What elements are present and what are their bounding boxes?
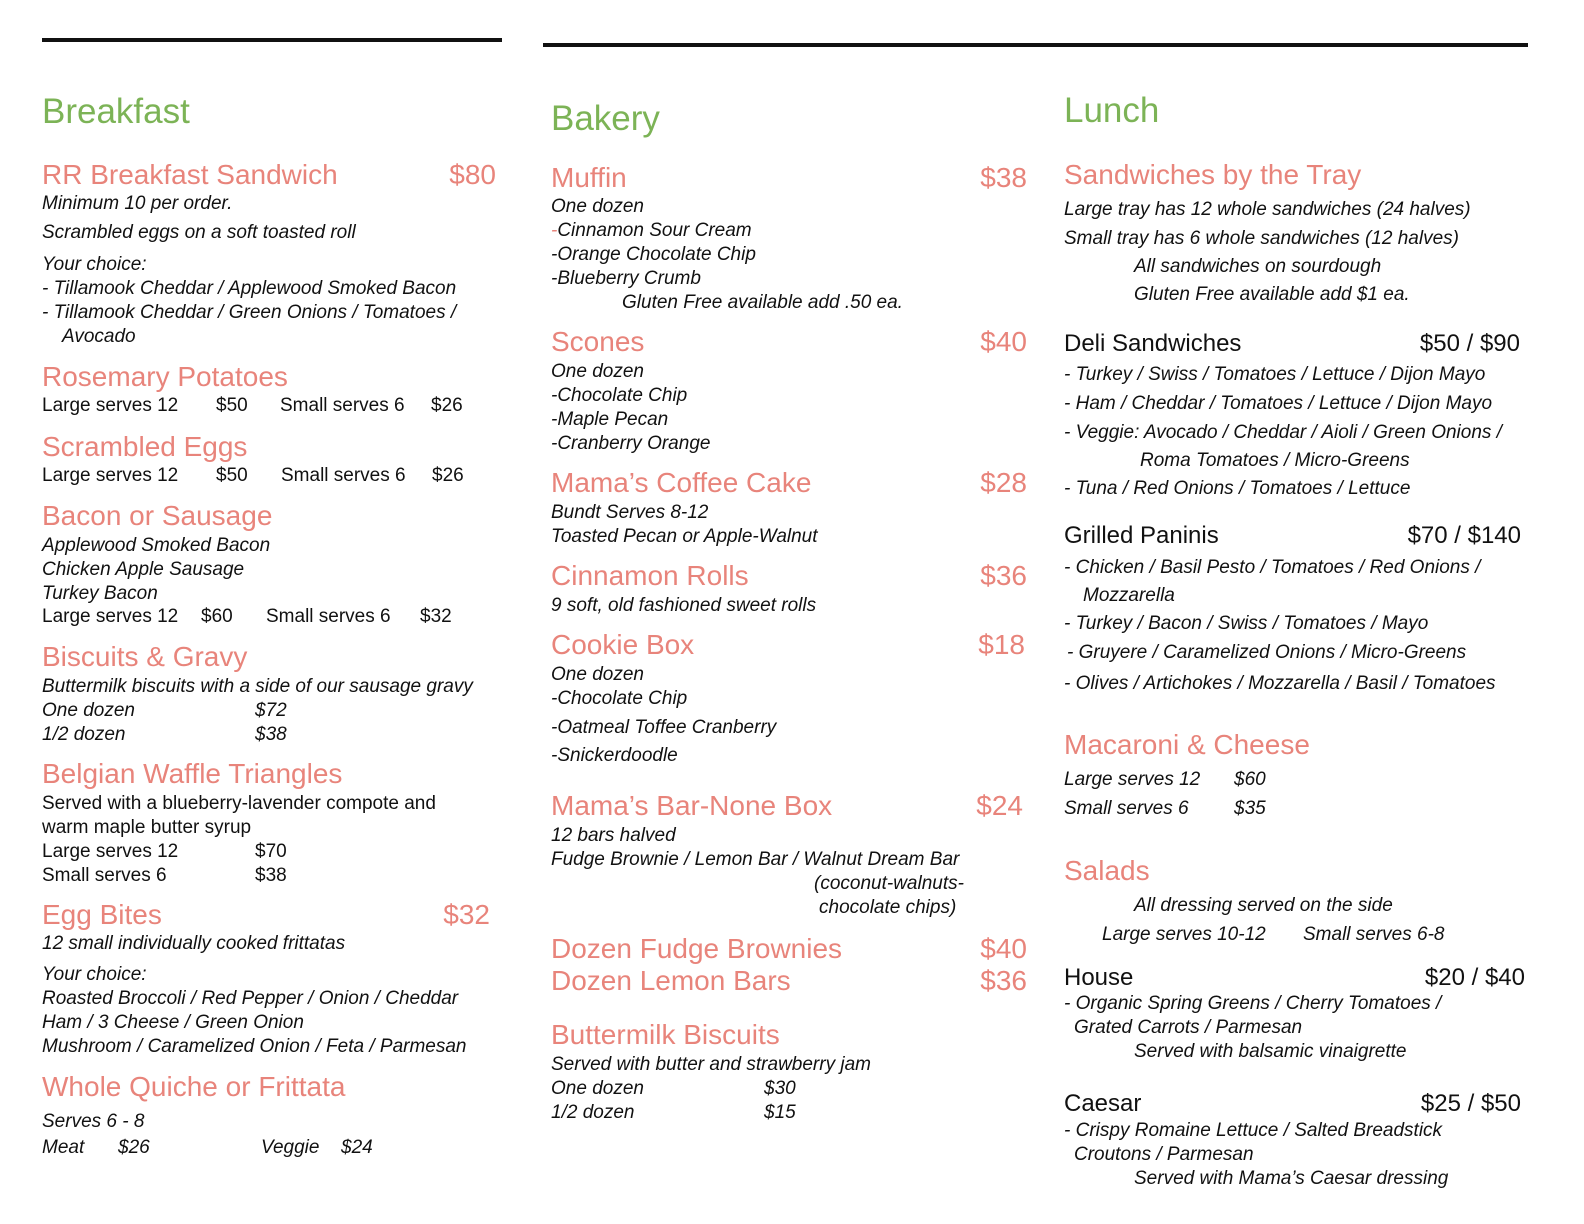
potatoes-large: Large serves 12 (42, 395, 179, 416)
quiche-serves: Serves 6 - 8 (42, 1111, 145, 1132)
item-coffee-cake: Mama’s Coffee Cake (551, 467, 812, 498)
item-muffin: Muffin (551, 162, 627, 193)
item-house-salad: House (1064, 964, 1134, 991)
item-biscuits-gravy: Biscuits & Gravy (42, 641, 248, 672)
rr-line1: Minimum 10 per order. (42, 193, 233, 214)
price-bar-none-box: $24 (976, 790, 1023, 821)
potatoes-small: Small serves 6 (280, 395, 405, 416)
potatoes-small-price: $26 (431, 395, 463, 416)
item-sandwiches-tray: Sandwiches by the Tray (1064, 159, 1362, 190)
item-scones: Scones (551, 326, 645, 357)
barnone-line1: 12 bars halved (551, 825, 676, 846)
quiche-meat-price: $26 (118, 1137, 150, 1158)
quiche-meat: Meat (42, 1137, 85, 1158)
cookie-line2: -Chocolate Chip (551, 688, 688, 709)
eggs-large: Large serves 12 (42, 465, 179, 486)
tray-line2: Small tray has 6 whole sandwiches (12 halves) (1064, 228, 1459, 249)
section-title-lunch: Lunch (1064, 91, 1160, 130)
eggbites-choice-2: Ham / 3 Cheese / Green Onion (42, 1012, 304, 1033)
item-macaroni-cheese: Macaroni & Cheese (1064, 729, 1310, 760)
muffin-line4: -Blueberry Crumb (551, 268, 701, 289)
coffeecake-line2: Toasted Pecan or Apple-Walnut (551, 526, 818, 547)
breakfast-column (42, 0, 502, 1224)
item-bacon-or-sausage: Bacon or Sausage (42, 500, 273, 531)
price-rr-breakfast-sandwich: $80 (449, 159, 496, 190)
item-salads: Salads (1064, 855, 1150, 886)
eggbites-choice-1: Roasted Broccoli / Red Pepper / Onion / Cheddar (42, 988, 459, 1009)
buttermilk-dozen: One dozen (551, 1078, 644, 1099)
cookie-line3: -Oatmeal Toffee Cranberry (551, 717, 777, 738)
coffeecake-line1: Bundt Serves 8-12 (551, 502, 709, 523)
cinnamon-line1: 9 soft, old fashioned sweet rolls (551, 595, 817, 616)
item-fudge-brownies: Dozen Fudge Brownies (551, 933, 843, 964)
price-house-salad: $20 / $40 (1424, 964, 1525, 991)
deli-line2: - Ham / Cheddar / Tomatoes / Lettuce / Dijon Mayo (1064, 393, 1493, 414)
item-caesar-salad: Caesar (1064, 1090, 1142, 1117)
item-scrambled-eggs: Scrambled Eggs (42, 431, 248, 462)
deli-line3: - Veggie: Avocado / Cheddar / Aioli / Green Onions / (1064, 422, 1502, 443)
price-cinnamon-rolls: $36 (980, 560, 1027, 591)
rr-choice-label: Your choice: (42, 254, 147, 275)
mac-large: Large serves 12 (1064, 769, 1201, 790)
price-egg-bites: $32 (443, 899, 490, 930)
bacon-large-price: $60 (201, 606, 233, 627)
buttermilk-half-price: $15 (764, 1102, 796, 1123)
price-caesar-salad: $25 / $50 (1420, 1090, 1521, 1117)
scones-line4: -Cranberry Orange (551, 433, 711, 454)
salads-large: Large serves 10-12 (1102, 924, 1266, 945)
buttermilk-desc: Served with butter and strawberry jam (551, 1054, 871, 1075)
eggs-large-price: $50 (216, 465, 248, 486)
caesar-line1: - Crispy Romaine Lettuce / Salted Breadstick (1064, 1120, 1443, 1141)
bakery-column (551, 0, 1029, 1224)
mac-small: Small serves 6 (1064, 798, 1189, 819)
biscuits-dozen: One dozen (42, 700, 135, 721)
section-title-bakery: Bakery (551, 99, 660, 138)
paninis-line2: - Turkey / Bacon / Swiss / Tomatoes / Mayo (1064, 613, 1429, 634)
salads-small: Small serves 6-8 (1303, 924, 1445, 945)
muffin-gluten-free: Gluten Free available add .50 ea. (622, 292, 903, 313)
price-coffee-cake: $28 (980, 467, 1027, 498)
lunch-column (1064, 0, 1529, 1224)
paninis-line4: - Olives / Artichokes / Mozzarella / Basil / Tomatoes (1064, 673, 1496, 694)
eggbites-choice-3: Mushroom / Caramelized Onion / Feta / Parmesan (42, 1036, 467, 1057)
item-grilled-paninis: Grilled Paninis (1064, 522, 1219, 549)
house-line1: - Organic Spring Greens / Cherry Tomatoes / (1064, 993, 1442, 1014)
item-whole-quiche: Whole Quiche or Frittata (42, 1071, 346, 1102)
paninis-line3: - Gruyere / Caramelized Onions / Micro-Greens (1067, 642, 1467, 663)
cookie-line1: One dozen (551, 664, 644, 685)
buttermilk-half: 1/2 dozen (551, 1102, 635, 1123)
scones-line3: -Maple Pecan (551, 409, 669, 430)
eggs-small: Small serves 6 (281, 465, 406, 486)
price-lemon-bars: $36 (980, 965, 1027, 996)
item-cinnamon-rolls: Cinnamon Rolls (551, 560, 749, 591)
muffin-line2 (551, 220, 752, 242)
waffle-desc2: warm maple butter syrup (42, 817, 252, 838)
item-lemon-bars: Dozen Lemon Bars (551, 965, 791, 996)
quiche-veggie: Veggie (261, 1137, 320, 1158)
potatoes-large-price: $50 (216, 395, 248, 416)
item-egg-bites: Egg Bites (42, 899, 162, 930)
price-muffin: $38 (980, 162, 1027, 193)
bacon-large: Large serves 12 (42, 606, 179, 627)
house-line3: Served with balsamic vinaigrette (1134, 1041, 1407, 1062)
scones-line1: One dozen (551, 361, 644, 382)
tray-line1: Large tray has 12 whole sandwiches (24 halves) (1064, 199, 1471, 220)
deli-line1: - Turkey / Swiss / Tomatoes / Lettuce / Dijon Mayo (1064, 364, 1486, 385)
item-bar-none-box: Mama’s Bar-None Box (551, 790, 833, 821)
bacon-line3: Turkey Bacon (42, 583, 158, 604)
waffle-large-price: $70 (255, 841, 287, 862)
tray-line4: Gluten Free available add $1 ea. (1134, 284, 1410, 305)
caesar-line3: Served with Mama’s Caesar dressing (1134, 1168, 1449, 1189)
rr-option-2-cont: Avocado (62, 326, 136, 347)
barnone-line4: chocolate chips) (819, 897, 957, 918)
price-cookie-box: $18 (978, 629, 1025, 660)
price-grilled-paninis: $70 / $140 (1407, 522, 1521, 549)
deli-line3-cont: Roma Tomatoes / Micro-Greens (1140, 450, 1410, 471)
item-buttermilk-biscuits: Buttermilk Biscuits (551, 1019, 780, 1050)
barnone-line2: Fudge Brownie / Lemon Bar / Walnut Dream Bar (551, 849, 960, 870)
scones-line2: -Chocolate Chip (551, 385, 688, 406)
buttermilk-dozen-price: $30 (764, 1078, 796, 1099)
muffin-line3: -Orange Chocolate Chip (551, 244, 756, 265)
house-line2: Grated Carrots / Parmesan (1074, 1017, 1303, 1038)
price-deli-sandwiches: $50 / $90 (1419, 330, 1520, 357)
rr-line2: Scrambled eggs on a soft toasted roll (42, 222, 356, 243)
eggbites-choice-label: Your choice: (42, 964, 147, 985)
muffin-line2-dash: - (551, 220, 558, 241)
quiche-veggie-price: $24 (341, 1137, 373, 1158)
item-deli-sandwiches: Deli Sandwiches (1064, 330, 1242, 357)
muffin-line2-text: Cinnamon Sour Cream (557, 220, 752, 241)
bacon-small: Small serves 6 (266, 606, 391, 627)
waffle-small: Small serves 6 (42, 865, 167, 886)
biscuits-dozen-price: $72 (255, 700, 287, 721)
price-scones: $40 (980, 326, 1027, 357)
deli-line4: - Tuna / Red Onions / Tomatoes / Lettuce (1064, 478, 1411, 499)
salads-line1: All dressing served on the side (1134, 895, 1393, 916)
muffin-line1: One dozen (551, 196, 644, 217)
waffle-desc1: Served with a blueberry-lavender compote and (42, 793, 436, 814)
paninis-line1-cont: Mozzarella (1083, 585, 1175, 606)
eggs-small-price: $26 (432, 465, 464, 486)
cookie-line4: -Snickerdoodle (551, 745, 678, 766)
price-fudge-brownies: $40 (980, 933, 1027, 964)
item-rosemary-potatoes: Rosemary Potatoes (42, 361, 288, 392)
rr-option-2: - Tillamook Cheddar / Green Onions / Tomatoes / (42, 302, 457, 323)
section-title-breakfast: Breakfast (42, 92, 190, 131)
item-cookie-box: Cookie Box (551, 629, 695, 660)
paninis-line1: - Chicken / Basil Pesto / Tomatoes / Red Onions / (1064, 557, 1481, 578)
eggbites-desc: 12 small individually cooked frittatas (42, 933, 346, 954)
biscuits-half-price: $38 (255, 724, 287, 745)
biscuits-desc: Buttermilk biscuits with a side of our sausage gravy (42, 676, 473, 697)
mac-small-price: $35 (1234, 798, 1266, 819)
item-rr-breakfast-sandwich: RR Breakfast Sandwich (42, 159, 338, 190)
barnone-line3: (coconut-walnuts- (814, 873, 964, 894)
bacon-line1: Applewood Smoked Bacon (42, 535, 271, 556)
item-belgian-waffle: Belgian Waffle Triangles (42, 758, 343, 789)
rr-option-1: - Tillamook Cheddar / Applewood Smoked Bacon (42, 278, 457, 299)
mac-large-price: $60 (1234, 769, 1266, 790)
tray-line3: All sandwiches on sourdough (1134, 256, 1382, 277)
bacon-small-price: $32 (420, 606, 452, 627)
biscuits-half: 1/2 dozen (42, 724, 126, 745)
waffle-large: Large serves 12 (42, 841, 179, 862)
bacon-line2: Chicken Apple Sausage (42, 559, 245, 580)
waffle-small-price: $38 (255, 865, 287, 886)
caesar-line2: Croutons / Parmesan (1074, 1144, 1254, 1165)
